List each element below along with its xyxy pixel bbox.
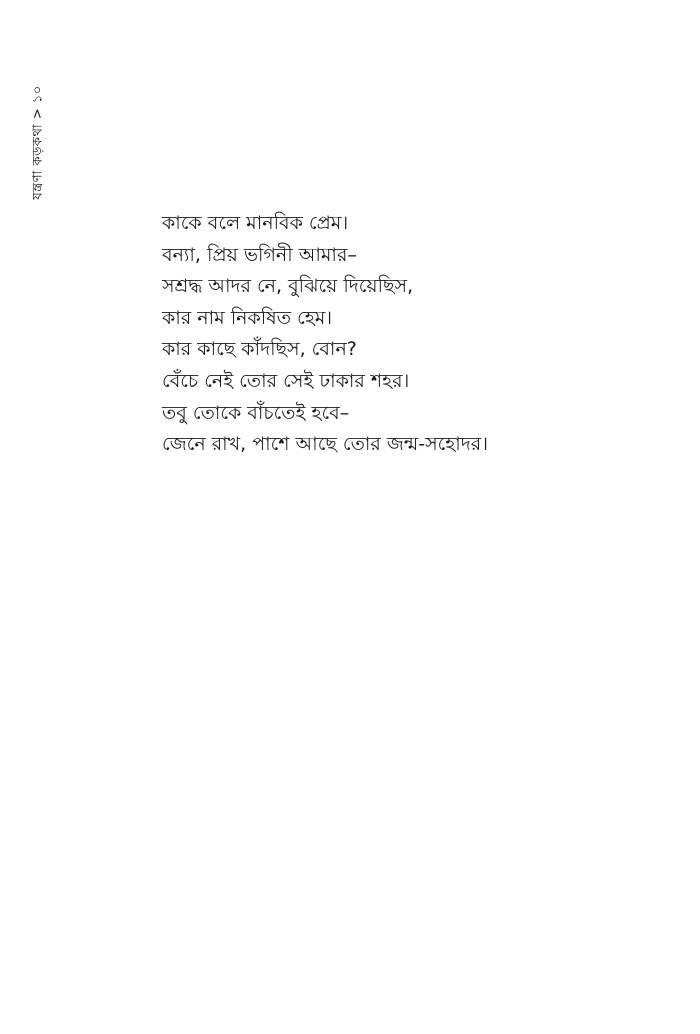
poem-body	[162, 208, 662, 461]
page-header-title: যন্ত্রণা কড়কথা > ১০	[30, 84, 46, 200]
poem-line-2: বন্যা, প্রিয় ভগিনী আমার–	[162, 243, 357, 266]
running-header	[28, 72, 50, 212]
poem-line-7: তবু তোকে বাঁচতেই হবে–	[162, 401, 350, 424]
poem-line-5: কার কাছে কাঁদছিস, বোন?	[162, 338, 357, 361]
poem-line-1: কাকে বলে মানবিক প্রেম।	[162, 212, 349, 234]
poem-line-6: বেঁচে নেই তোর সেই ঢাকার শহর।	[162, 369, 410, 392]
poem-line-8: জেনে রাখ, পাশে আছে তোর জন্ম-সহোদর।	[162, 433, 489, 456]
poem-line-3: সশ্রদ্ধ আদর নে, বুঝিয়ে দিয়েছিস,	[162, 275, 414, 298]
poem-line-4: কার নাম নিকষিত হেম।	[162, 306, 333, 329]
